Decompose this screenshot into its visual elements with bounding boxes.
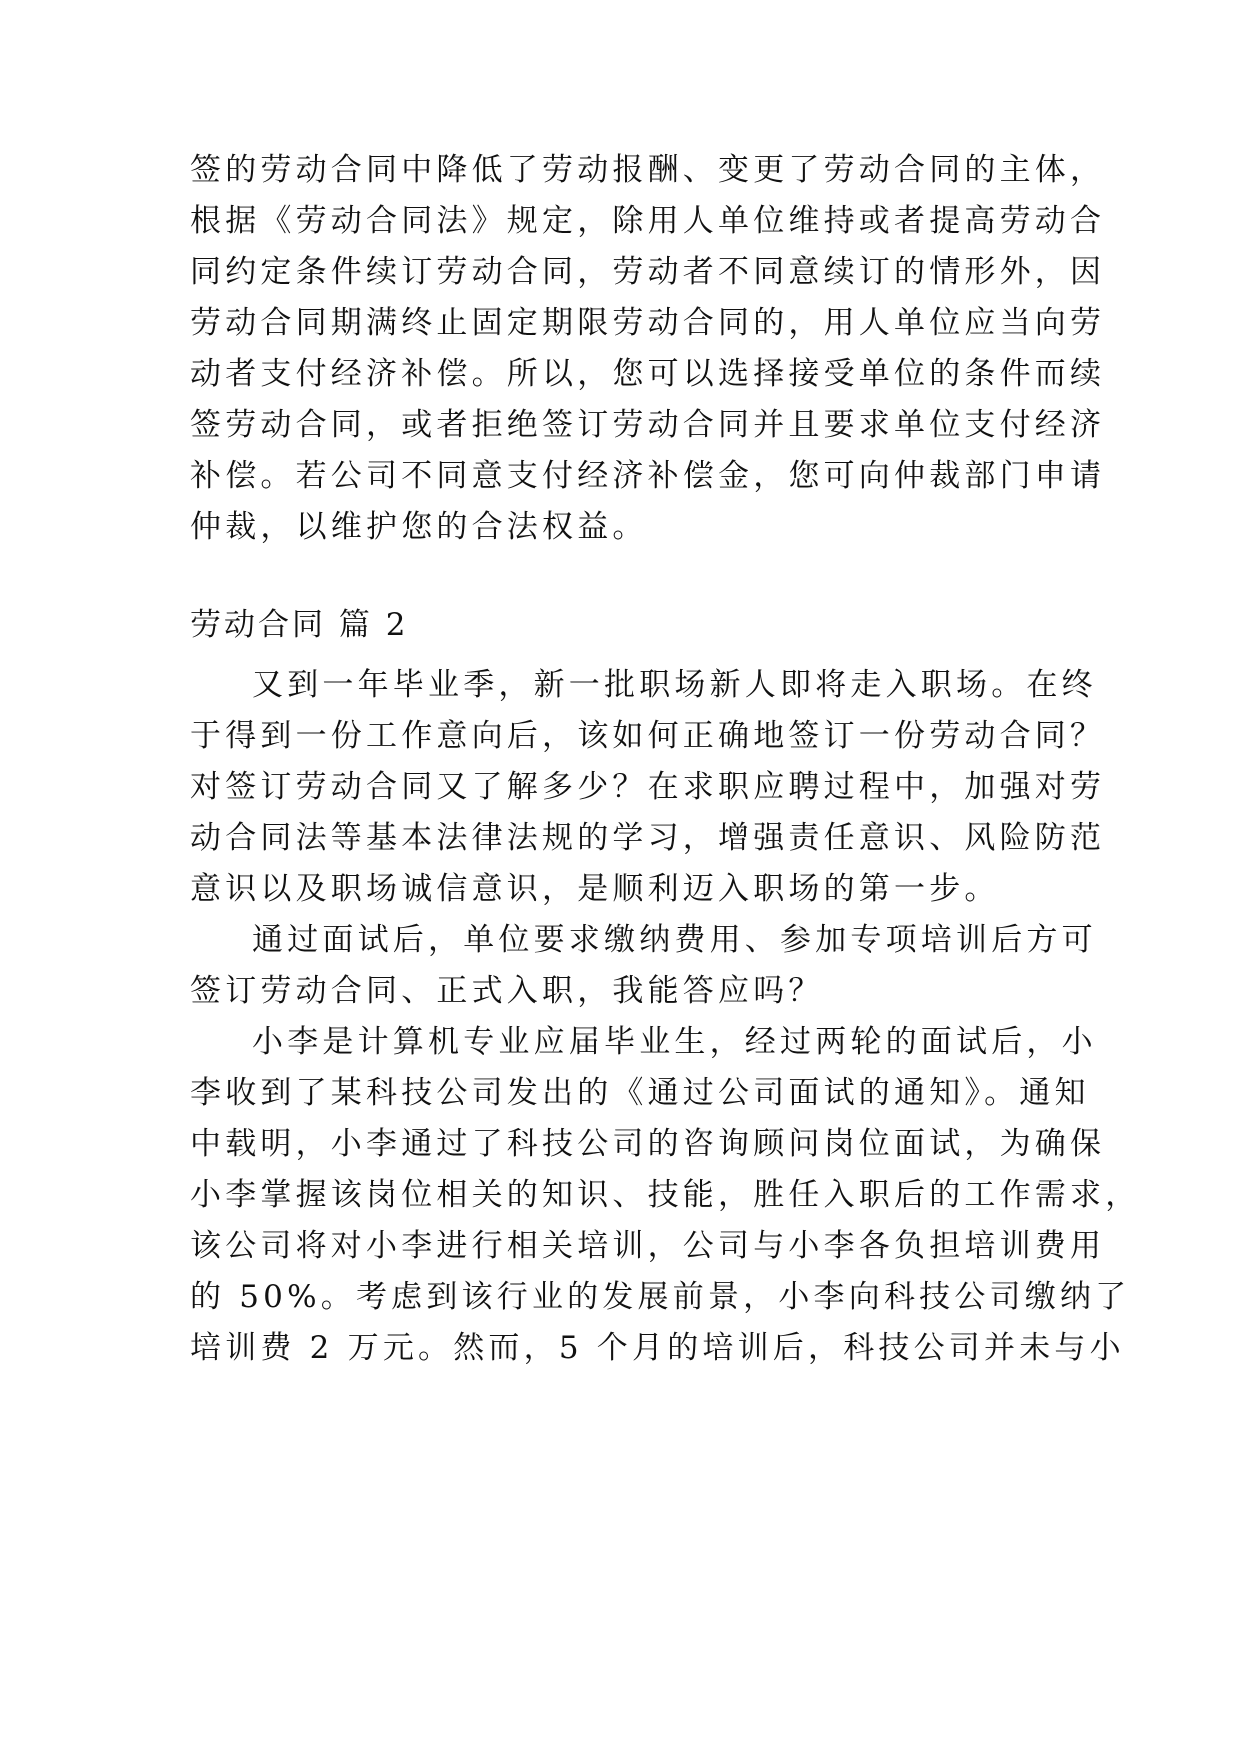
paragraph-first-line: 小李是计算机专业应届毕业生，经过两轮的面试后，小 — [252, 1024, 1097, 1060]
paragraph-first-line: 又到一年毕业季，新一批职场新人即将走入职场。在终 — [252, 667, 1097, 703]
text-line: 签劳动合同，或者拒绝签订劳动合同并且要求单位支付经济 — [190, 407, 1106, 443]
text-line: 劳动合同期满终止固定期限劳动合同的，用人单位应当向劳 — [190, 305, 1106, 341]
text-line: 该公司将对小李进行相关培训，公司与小李各负担培训费用 — [190, 1228, 1106, 1264]
text-line: 中载明，小李通过了科技公司的咨询顾问岗位面试，为确保 — [190, 1126, 1106, 1162]
text-line: 李收到了某科技公司发出的《通过公司面试的通知》。通知 — [190, 1075, 1090, 1111]
text-line: 小李掌握该岗位相关的知识、技能，胜任入职后的工作需求， — [190, 1177, 1141, 1213]
text-line: 补偿。若公司不同意支付经济补偿金，您可向仲裁部门申请 — [190, 458, 1106, 494]
text-line: 签订劳动合同、正式入职，我能答应吗？ — [190, 973, 824, 1009]
section-heading: 劳动合同 篇 2 — [190, 607, 409, 643]
text-line: 的 50%。考虑到该行业的发展前景，小李向科技公司缴纳了 — [190, 1279, 1131, 1315]
text-line: 对签订劳动合同又了解多少？在求职应聘过程中，加强对劳 — [190, 769, 1106, 805]
text-line: 根据《劳动合同法》规定，除用人单位维持或者提高劳动合 — [190, 203, 1106, 239]
text-line: 于得到一份工作意向后，该如何正确地签订一份劳动合同？ — [190, 718, 1106, 754]
paragraph-first-line: 通过面试后，单位要求缴纳费用、参加专项培训后方可 — [252, 922, 1097, 958]
text-line: 动者支付经济补偿。所以，您可以选择接受单位的条件而续 — [190, 356, 1106, 392]
text-line: 同约定条件续订劳动合同，劳动者不同意续订的情形外，因 — [190, 254, 1106, 290]
text-line: 签的劳动合同中降低了劳动报酬、变更了劳动合同的主体， — [190, 152, 1106, 188]
text-line: 培训费 2 万元。然而，5 个月的培训后，科技公司并未与小 — [190, 1330, 1125, 1366]
text-line: 仲裁，以维护您的合法权益。 — [190, 509, 648, 545]
text-line: 动合同法等基本法律法规的学习，增强责任意识、风险防范 — [190, 820, 1106, 856]
text-line: 意识以及职场诚信意识，是顺利迈入职场的第一步。 — [190, 871, 1000, 907]
